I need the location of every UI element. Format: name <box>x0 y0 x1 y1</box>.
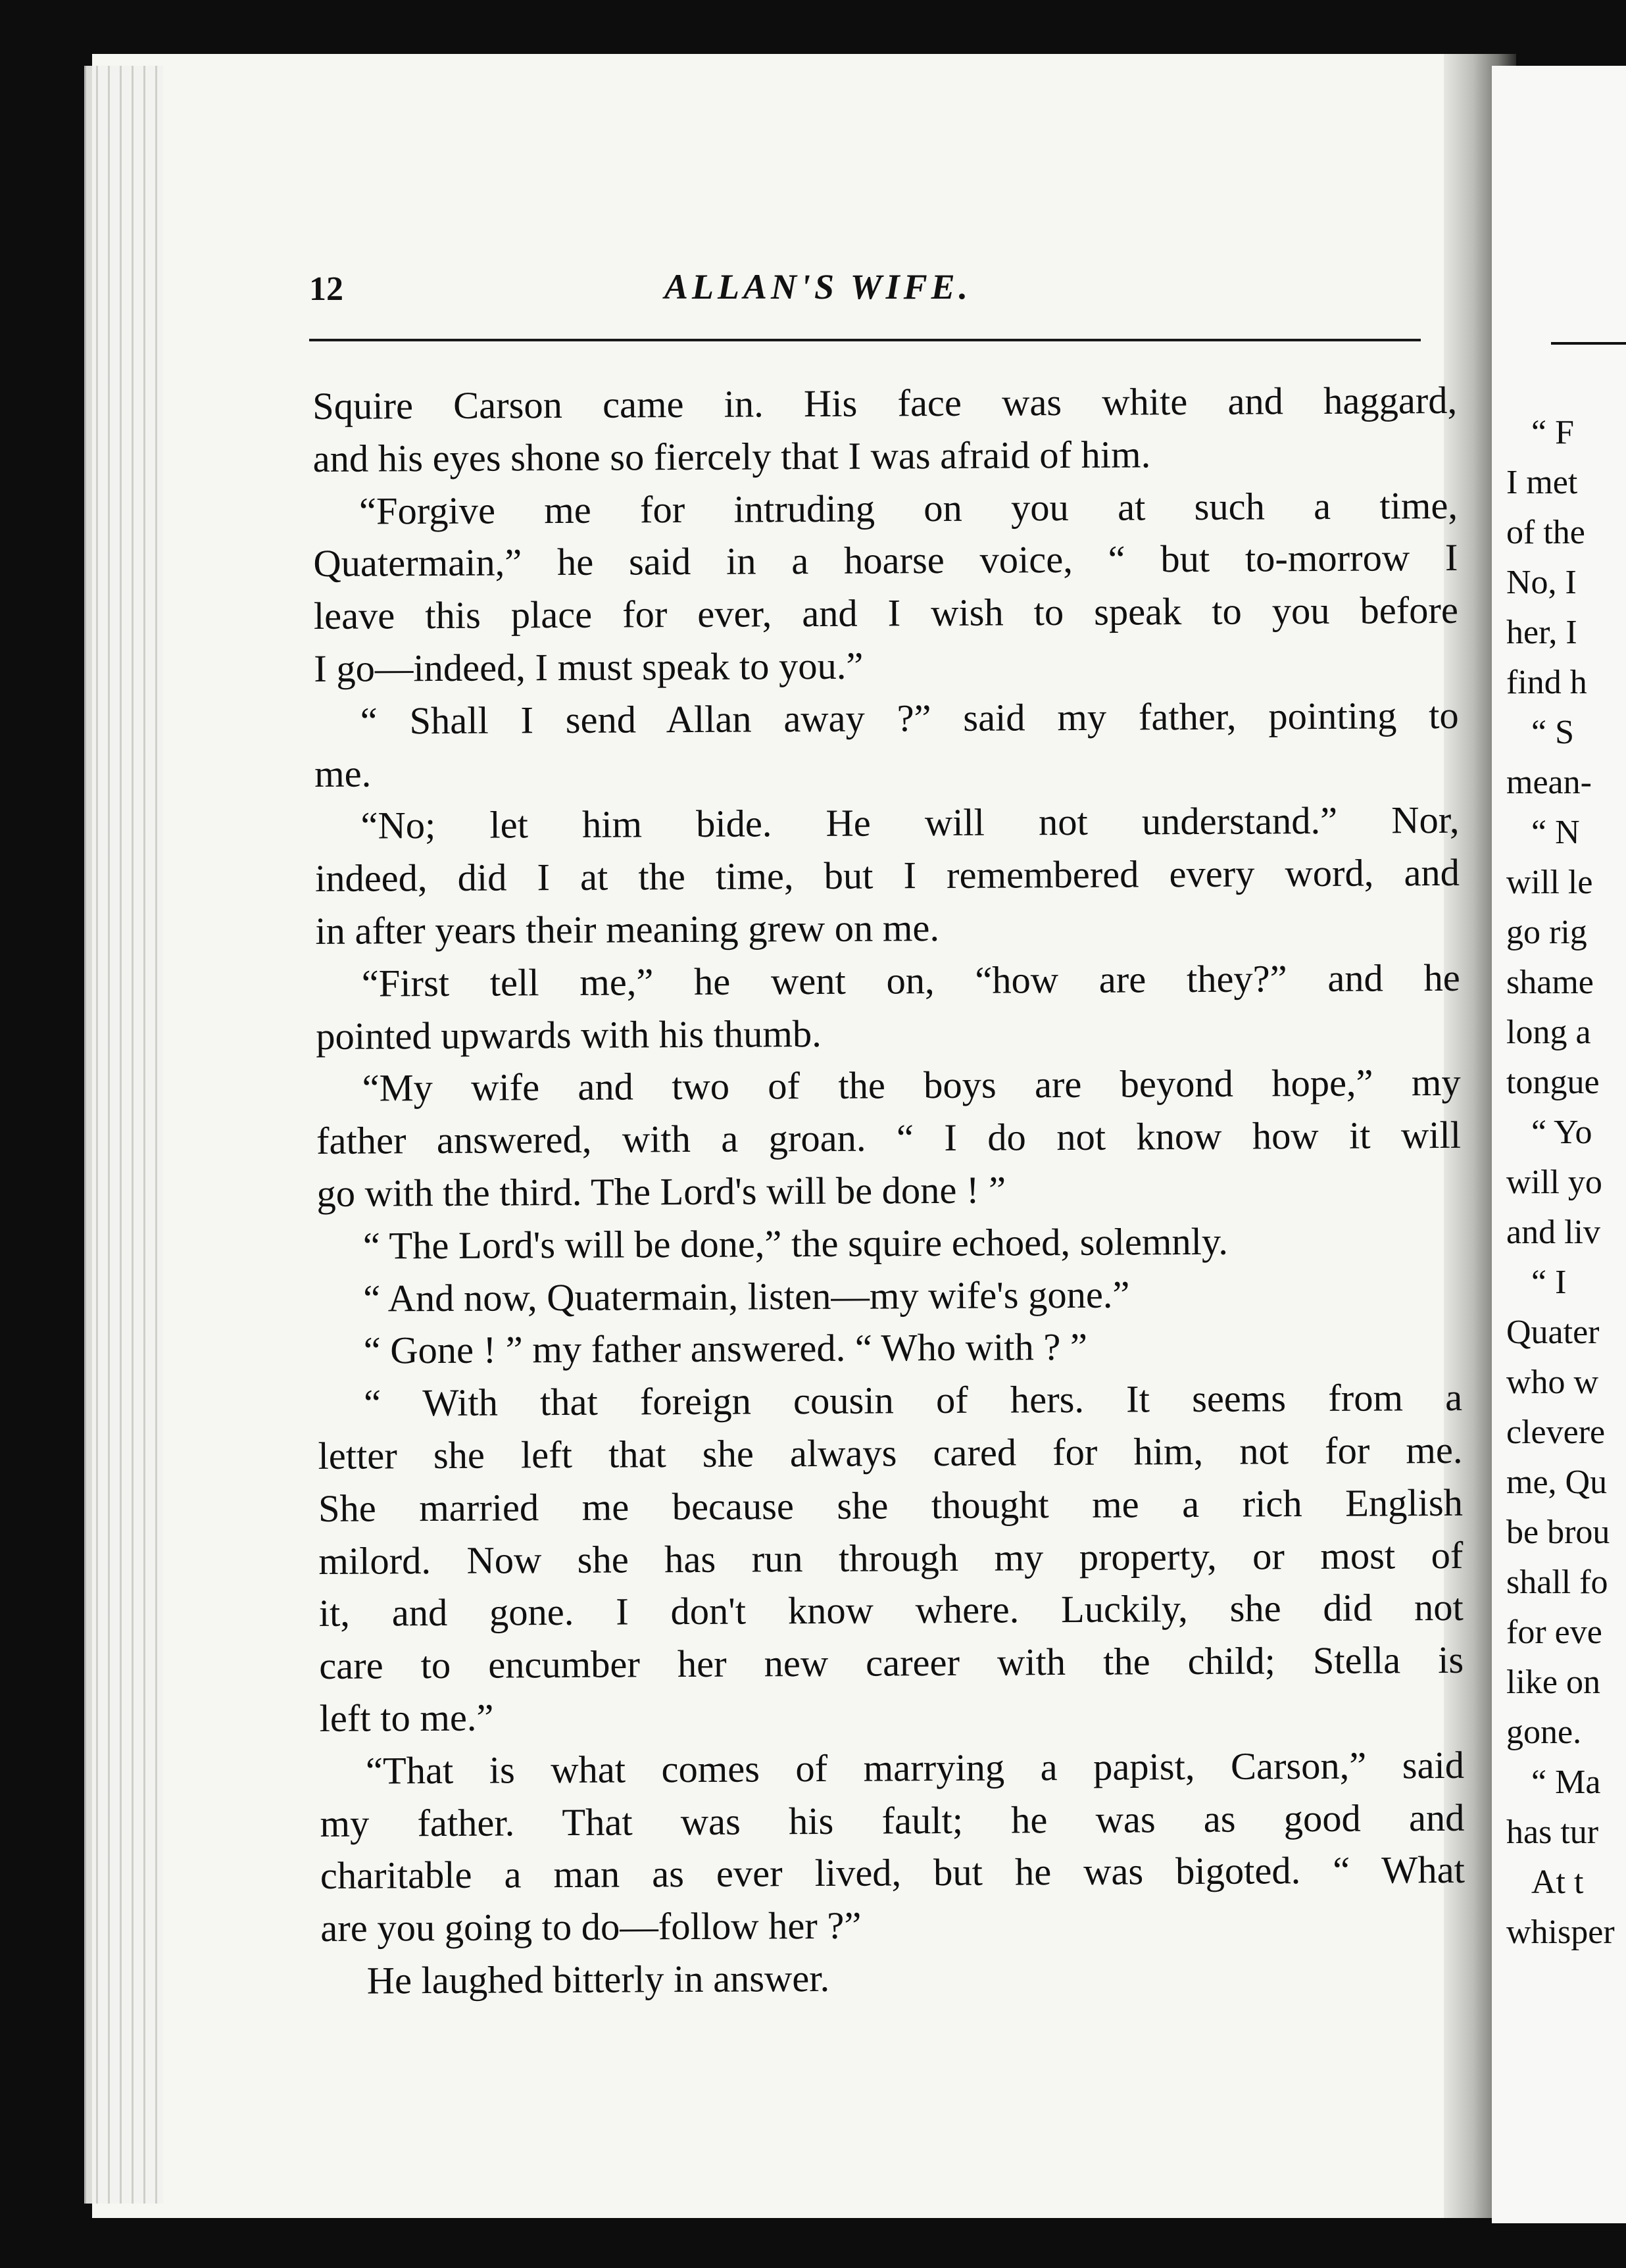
text-line: “ The Lord's will be done,” the squire echoed, solemnly. <box>362 1220 1229 1268</box>
facing-page-line: tongue <box>1506 1064 1600 1101</box>
facing-page-line: find h <box>1506 664 1587 701</box>
facing-page-line: has tur <box>1506 1813 1599 1851</box>
text-line: “ Gone ! ” my father answered. “ Who with ? ” <box>363 1325 1088 1372</box>
text-line: “My wife and two of the boys are beyond hope,” my <box>362 1061 1461 1110</box>
facing-page-line: No, I <box>1506 564 1577 601</box>
text-line: “That is what comes of marrying a papist, Carson,” said <box>365 1743 1465 1792</box>
text-line: are you going to do—follow her ?” <box>320 1904 862 1950</box>
text-line: in after years their meaning grew on me. <box>315 906 940 952</box>
facing-page-line: who w <box>1506 1364 1599 1401</box>
facing-page-line: and liv <box>1506 1214 1600 1251</box>
text-line: care to encumber her new career with the child; Stella is <box>319 1638 1464 1688</box>
facing-page <box>1492 66 1626 2223</box>
text-line: “ And now, Quatermain, listen—my wife's gone.” <box>363 1273 1130 1320</box>
facing-page-line: I met <box>1506 464 1578 501</box>
facing-page-line: gone. <box>1506 1713 1582 1751</box>
text-line: “No; let him bide. He will not understand.” Nor, <box>360 799 1460 847</box>
text-line: Quatermain,” he said in a hoarse voice, “ but to-morrow I <box>313 536 1458 585</box>
text-line: left to me.” <box>319 1696 494 1740</box>
facing-page-line: “ F <box>1531 414 1574 451</box>
facing-page-line: whisper <box>1506 1913 1615 1951</box>
facing-page-line: shall fo <box>1506 1564 1608 1601</box>
text-line: my father. That was his fault; he was as good and <box>320 1796 1465 1845</box>
page-number: 12 <box>309 270 343 308</box>
text-line: charitable a man as ever lived, but he was bigoted. “ What <box>320 1848 1466 1898</box>
text-line: indeed, did I at the time, but I remembered every word, and <box>314 851 1460 900</box>
text-line: She married me because she thought me a rich English <box>318 1481 1464 1530</box>
body-text <box>312 374 1466 2008</box>
facing-page-line: shame <box>1506 964 1594 1001</box>
facing-page-line: will le <box>1506 864 1593 901</box>
facing-page-line: At t <box>1531 1863 1584 1901</box>
facing-page-line: “ Yo <box>1531 1114 1592 1151</box>
text-line: Squire Carson came in. His face was white and haggard, <box>312 378 1458 428</box>
text-line: letter she left that she always cared for him, not for me. <box>318 1428 1463 1477</box>
facing-page-line: for eve <box>1506 1614 1602 1651</box>
facing-page-line: her, I <box>1506 614 1577 651</box>
facing-page-line: long a <box>1506 1014 1591 1051</box>
text-line: and his eyes shone so fiercely that I was afraid of him. <box>312 433 1151 480</box>
text-line: “ With that foreign cousin of hers. It seems from a <box>363 1376 1463 1425</box>
text-line: “First tell me,” he went on, “how are they?” and he <box>361 956 1460 1005</box>
facing-page-line: “ Ma <box>1531 1763 1601 1801</box>
text-line: it, and gone. I don't know where. Luckily, she did not <box>318 1586 1464 1635</box>
running-title: ALLAN'S WIFE. <box>664 267 972 307</box>
text-line: “Forgive me for intruding on you at such a time, <box>358 483 1458 533</box>
facing-page-line: “ N <box>1531 814 1580 851</box>
facing-page-line: go rig <box>1506 914 1587 951</box>
facing-page-line: Quater <box>1506 1314 1600 1351</box>
facing-page-text <box>1492 408 1626 1958</box>
text-line: me. <box>314 752 372 795</box>
facing-page-line: of the <box>1506 514 1585 551</box>
text-line: go with the third. The Lord's will be done ! ” <box>316 1168 1006 1215</box>
facing-page-line: mean- <box>1506 764 1592 801</box>
text-line: milord. Now she has run through my property, or most of <box>318 1533 1464 1583</box>
text-line: pointed upwards with his thumb. <box>316 1012 822 1058</box>
facing-page-line: “ I <box>1531 1264 1567 1301</box>
facing-page-line: be brou <box>1506 1514 1610 1551</box>
header-rule <box>309 339 1421 341</box>
facing-page-header-rule <box>1551 342 1626 345</box>
facing-page-line: will yo <box>1506 1164 1602 1201</box>
facing-page-line: like on <box>1506 1664 1600 1701</box>
facing-page-line: “ S <box>1531 714 1574 751</box>
facing-page-line: clevere <box>1506 1414 1606 1451</box>
text-line: He laughed bitterly in answer. <box>366 1956 830 2002</box>
text-line: leave this place for ever, and I wish to speak to you before <box>313 589 1459 638</box>
text-line: father answered, with a groan. “ I do not know how it will <box>316 1114 1462 1163</box>
facing-page-line: me, Qu <box>1506 1464 1608 1501</box>
page-edge-stack <box>84 66 163 2204</box>
text-line: “ Shall I send Allan away ?” said my father, pointing to <box>360 693 1459 743</box>
text-line: I go—indeed, I must speak to you.” <box>314 644 864 690</box>
